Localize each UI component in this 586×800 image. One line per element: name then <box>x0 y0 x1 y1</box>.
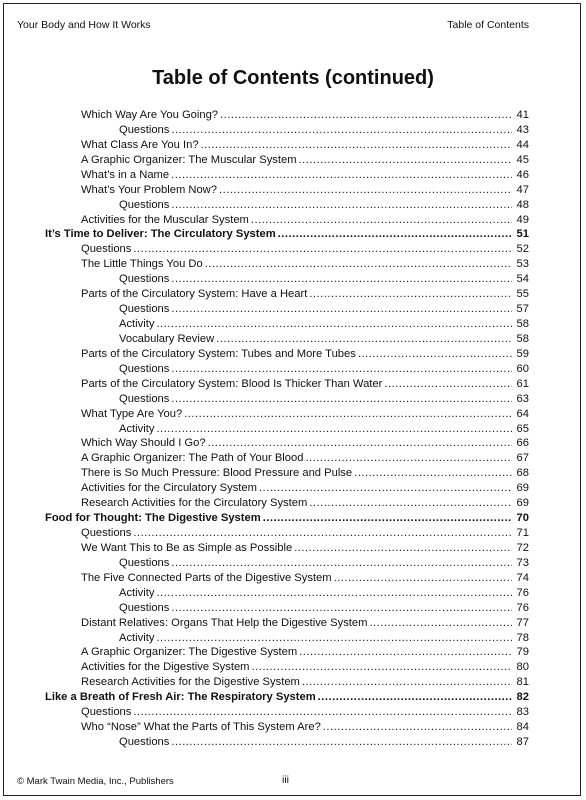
toc-entry-label: Parts of the Circulatory System: Tubes and More Tubes <box>81 347 356 360</box>
toc-entry-label: Activity <box>119 422 155 435</box>
toc-entry-label: Who “Nose” What the Parts of This System Are? <box>81 721 321 734</box>
toc-entry-label: Questions <box>119 198 170 211</box>
toc-entry <box>81 451 529 465</box>
dot-leader <box>354 466 512 480</box>
dot-leader <box>133 242 512 256</box>
dot-leader <box>205 257 512 271</box>
toc-entry-label: Questions <box>119 601 170 614</box>
toc-entry-page-number: 45 <box>516 153 529 166</box>
toc-entry <box>119 735 529 749</box>
toc-entry-page-number: 65 <box>516 422 529 435</box>
toc-entry-page-number: 57 <box>516 303 529 316</box>
dot-leader <box>334 571 512 585</box>
toc-entry-page-number: 49 <box>516 213 529 226</box>
toc-section-entry <box>45 690 529 704</box>
toc-entry <box>81 541 529 555</box>
toc-entry-page-number: 48 <box>516 198 529 211</box>
toc-entry-page-number: 73 <box>516 556 529 569</box>
toc-entry <box>81 347 529 361</box>
toc-entry-page-number: 78 <box>516 631 529 644</box>
toc-entry-page-number: 76 <box>516 586 529 599</box>
dot-leader <box>216 332 512 346</box>
toc-entry-label: It’s Time to Deliver: The Circulatory System <box>45 228 276 241</box>
dot-leader <box>171 362 512 376</box>
toc-entry-page-number: 70 <box>516 512 529 525</box>
dot-leader <box>184 407 512 421</box>
toc-entry-page-number: 77 <box>516 616 529 629</box>
dot-leader <box>171 735 512 749</box>
toc-entry-page-number: 59 <box>516 347 529 360</box>
dot-leader <box>318 690 512 704</box>
toc-entry <box>81 213 529 227</box>
toc-entry-label: Distant Relatives: Organs That Help the Digestive System <box>81 616 368 629</box>
dot-leader <box>369 616 512 630</box>
dot-leader <box>305 451 512 465</box>
toc-entry <box>81 257 529 271</box>
footer-publisher: © Mark Twain Media, Inc., Publishers <box>17 776 174 787</box>
toc-entry-page-number: 83 <box>516 706 529 719</box>
dot-leader <box>220 108 512 122</box>
toc-entry <box>81 168 529 182</box>
toc-entry <box>81 108 529 122</box>
toc-entry-label: What’s in a Name <box>81 168 170 181</box>
toc-entry-label: A Graphic Organizer: The Path of Your Blood <box>81 452 304 465</box>
toc-entry-page-number: 84 <box>516 721 529 734</box>
toc-entry-page-number: 80 <box>516 661 529 674</box>
toc-entry <box>81 616 529 630</box>
footer-page-number: iii <box>282 774 289 786</box>
toc-entry-page-number: 74 <box>516 571 529 584</box>
toc-entry <box>81 675 529 689</box>
dot-leader <box>133 526 512 540</box>
toc-entry-page-number: 58 <box>516 332 529 345</box>
toc-entry-page-number: 61 <box>516 377 529 390</box>
toc-entry <box>81 153 529 167</box>
toc-entry <box>81 466 529 480</box>
toc-entry-label: Activities for the Digestive System <box>81 661 250 674</box>
toc-entry <box>81 436 529 450</box>
toc-entry-label: What Type Are You? <box>81 407 183 420</box>
toc-section-entry <box>45 227 529 241</box>
running-header-book-title: Your Body and How It Works <box>17 19 151 31</box>
dot-leader <box>201 138 512 152</box>
toc-entry <box>119 362 529 376</box>
toc-entry-page-number: 52 <box>516 243 529 256</box>
dot-leader <box>323 720 512 734</box>
toc-entry-label: Questions <box>119 736 170 749</box>
toc-entry-label: Research Activities for the Digestive System <box>81 676 300 689</box>
toc-entry-page-number: 87 <box>516 736 529 749</box>
dot-leader <box>302 675 512 689</box>
dot-leader <box>294 541 512 555</box>
toc-entry <box>81 571 529 585</box>
toc-entry-label: A Graphic Organizer: The Digestive System <box>81 646 298 659</box>
toc-entry-page-number: 60 <box>516 362 529 375</box>
toc-entry-page-number: 82 <box>516 691 529 704</box>
toc-entry <box>119 198 529 212</box>
dot-leader <box>156 631 512 645</box>
dot-leader <box>358 347 512 361</box>
dot-leader <box>219 183 512 197</box>
toc-entry-label: Activity <box>119 586 155 599</box>
toc-entry <box>119 272 529 286</box>
toc-entry-page-number: 53 <box>516 258 529 271</box>
toc-entry-page-number: 68 <box>516 467 529 480</box>
toc-entry-label: Activity <box>119 318 155 331</box>
toc-entry-label: What’s Your Problem Now? <box>81 183 217 196</box>
toc-entry-label: Questions <box>81 706 132 719</box>
dot-leader <box>251 213 512 227</box>
toc-entry-label: Questions <box>119 556 170 569</box>
toc-entry-page-number: 64 <box>516 407 529 420</box>
toc-entry <box>119 556 529 570</box>
toc-entry <box>81 377 529 391</box>
toc-entry <box>81 183 529 197</box>
toc-entry-label: Parts of the Circulatory System: Have a Heart <box>81 288 308 301</box>
toc-entry-page-number: 69 <box>516 497 529 510</box>
toc-entry-page-number: 43 <box>516 123 529 136</box>
dot-leader <box>171 302 512 316</box>
toc-entry-label: Questions <box>119 273 170 286</box>
dot-leader <box>171 198 512 212</box>
dot-leader <box>171 123 512 137</box>
toc-entry-label: Questions <box>119 123 170 136</box>
toc-entry <box>81 242 529 256</box>
toc-entry <box>119 422 529 436</box>
toc-entry-label: Parts of the Circulatory System: Blood Is Thicker Than Water <box>81 377 383 390</box>
toc-entry-page-number: 55 <box>516 288 529 301</box>
toc-entry-page-number: 66 <box>516 437 529 450</box>
toc-entry-label: Research Activities for the Circulatory System <box>81 497 308 510</box>
toc-entry-label: Activity <box>119 631 155 644</box>
toc-entry-label: Which Way Should I Go? <box>81 437 206 450</box>
dot-leader <box>171 272 512 286</box>
toc-entry-page-number: 69 <box>516 482 529 495</box>
dot-leader <box>299 645 512 659</box>
toc-entry-label: Questions <box>119 303 170 316</box>
toc-entry <box>81 705 529 719</box>
toc-entry-page-number: 51 <box>516 228 529 241</box>
toc-entry <box>81 720 529 734</box>
toc-entry-label: Food for Thought: The Digestive System <box>45 512 261 525</box>
toc-entry <box>119 392 529 406</box>
toc-entry-page-number: 47 <box>516 183 529 196</box>
toc-entry-page-number: 81 <box>516 676 529 689</box>
toc-entry <box>119 601 529 615</box>
toc-entry-label: Like a Breath of Fresh Air: The Respiratory System <box>45 691 316 704</box>
dot-leader <box>309 496 512 510</box>
toc-entry <box>119 332 529 346</box>
toc-entry <box>119 586 529 600</box>
toc-entry <box>119 123 529 137</box>
toc-entry-label: Activities for the Muscular System <box>81 213 249 226</box>
page-title: Table of Contents (continued) <box>152 67 434 89</box>
toc-entry-page-number: 41 <box>516 109 529 121</box>
toc-entry-page-number: 58 <box>516 318 529 331</box>
dot-leader <box>278 227 512 241</box>
toc-entry <box>81 526 529 540</box>
toc-entry-label: Vocabulary Review <box>119 332 215 345</box>
toc-entry-page-number: 46 <box>516 168 529 181</box>
dot-leader <box>133 705 512 719</box>
running-header-section: Table of Contents <box>447 19 529 31</box>
dot-leader <box>171 601 512 615</box>
toc-entry <box>81 481 529 495</box>
toc-entry-label: The Little Things You Do <box>81 258 203 271</box>
toc-entry <box>81 645 529 659</box>
dot-leader <box>259 481 512 495</box>
toc-entry-label: What Class Are You In? <box>81 138 199 151</box>
toc-entry-page-number: 67 <box>516 452 529 465</box>
toc-entry <box>81 407 529 421</box>
toc-entry <box>81 496 529 510</box>
toc-entry-page-number: 79 <box>516 646 529 659</box>
toc-entry-label: Questions <box>81 527 132 540</box>
toc-entry <box>81 287 529 301</box>
dot-leader <box>299 153 512 167</box>
toc-entry-page-number: 76 <box>516 601 529 614</box>
toc-entry-page-number: 72 <box>516 541 529 554</box>
dot-leader <box>171 556 512 570</box>
toc-entry-label: Questions <box>81 243 132 256</box>
dot-leader <box>384 377 512 391</box>
toc-entry-label: Questions <box>119 362 170 375</box>
toc-entry-label: A Graphic Organizer: The Muscular System <box>81 153 297 166</box>
toc-entry-page-number: 54 <box>516 273 529 286</box>
toc-entry-page-number: 44 <box>516 138 529 151</box>
toc-entry <box>119 317 529 331</box>
toc-entry-label: We Want This to Be as Simple as Possible <box>81 541 293 554</box>
dot-leader <box>252 660 513 674</box>
dot-leader <box>156 586 512 600</box>
toc-entry-page-number: 63 <box>516 392 529 405</box>
dot-leader <box>171 392 512 406</box>
dot-leader <box>171 168 512 182</box>
dot-leader <box>156 422 512 436</box>
toc-section-entry <box>45 511 529 525</box>
dot-leader <box>208 436 512 450</box>
toc-entry-page-number: 71 <box>516 527 529 540</box>
toc-entry-label: Activities for the Circulatory System <box>81 482 257 495</box>
toc-entry-label: Questions <box>119 392 170 405</box>
dot-leader <box>263 511 512 525</box>
dot-leader <box>309 287 512 301</box>
toc-entry <box>81 660 529 674</box>
toc-entry <box>119 631 529 645</box>
toc-entry <box>119 302 529 316</box>
dot-leader <box>156 317 512 331</box>
toc-entry-label: Which Way Are You Going? <box>81 109 219 121</box>
toc-entry-label: The Five Connected Parts of the Digestive System <box>81 571 332 584</box>
toc-entry <box>81 138 529 152</box>
toc-entry-label: There is So Much Pressure: Blood Pressure and Pulse <box>81 467 353 480</box>
